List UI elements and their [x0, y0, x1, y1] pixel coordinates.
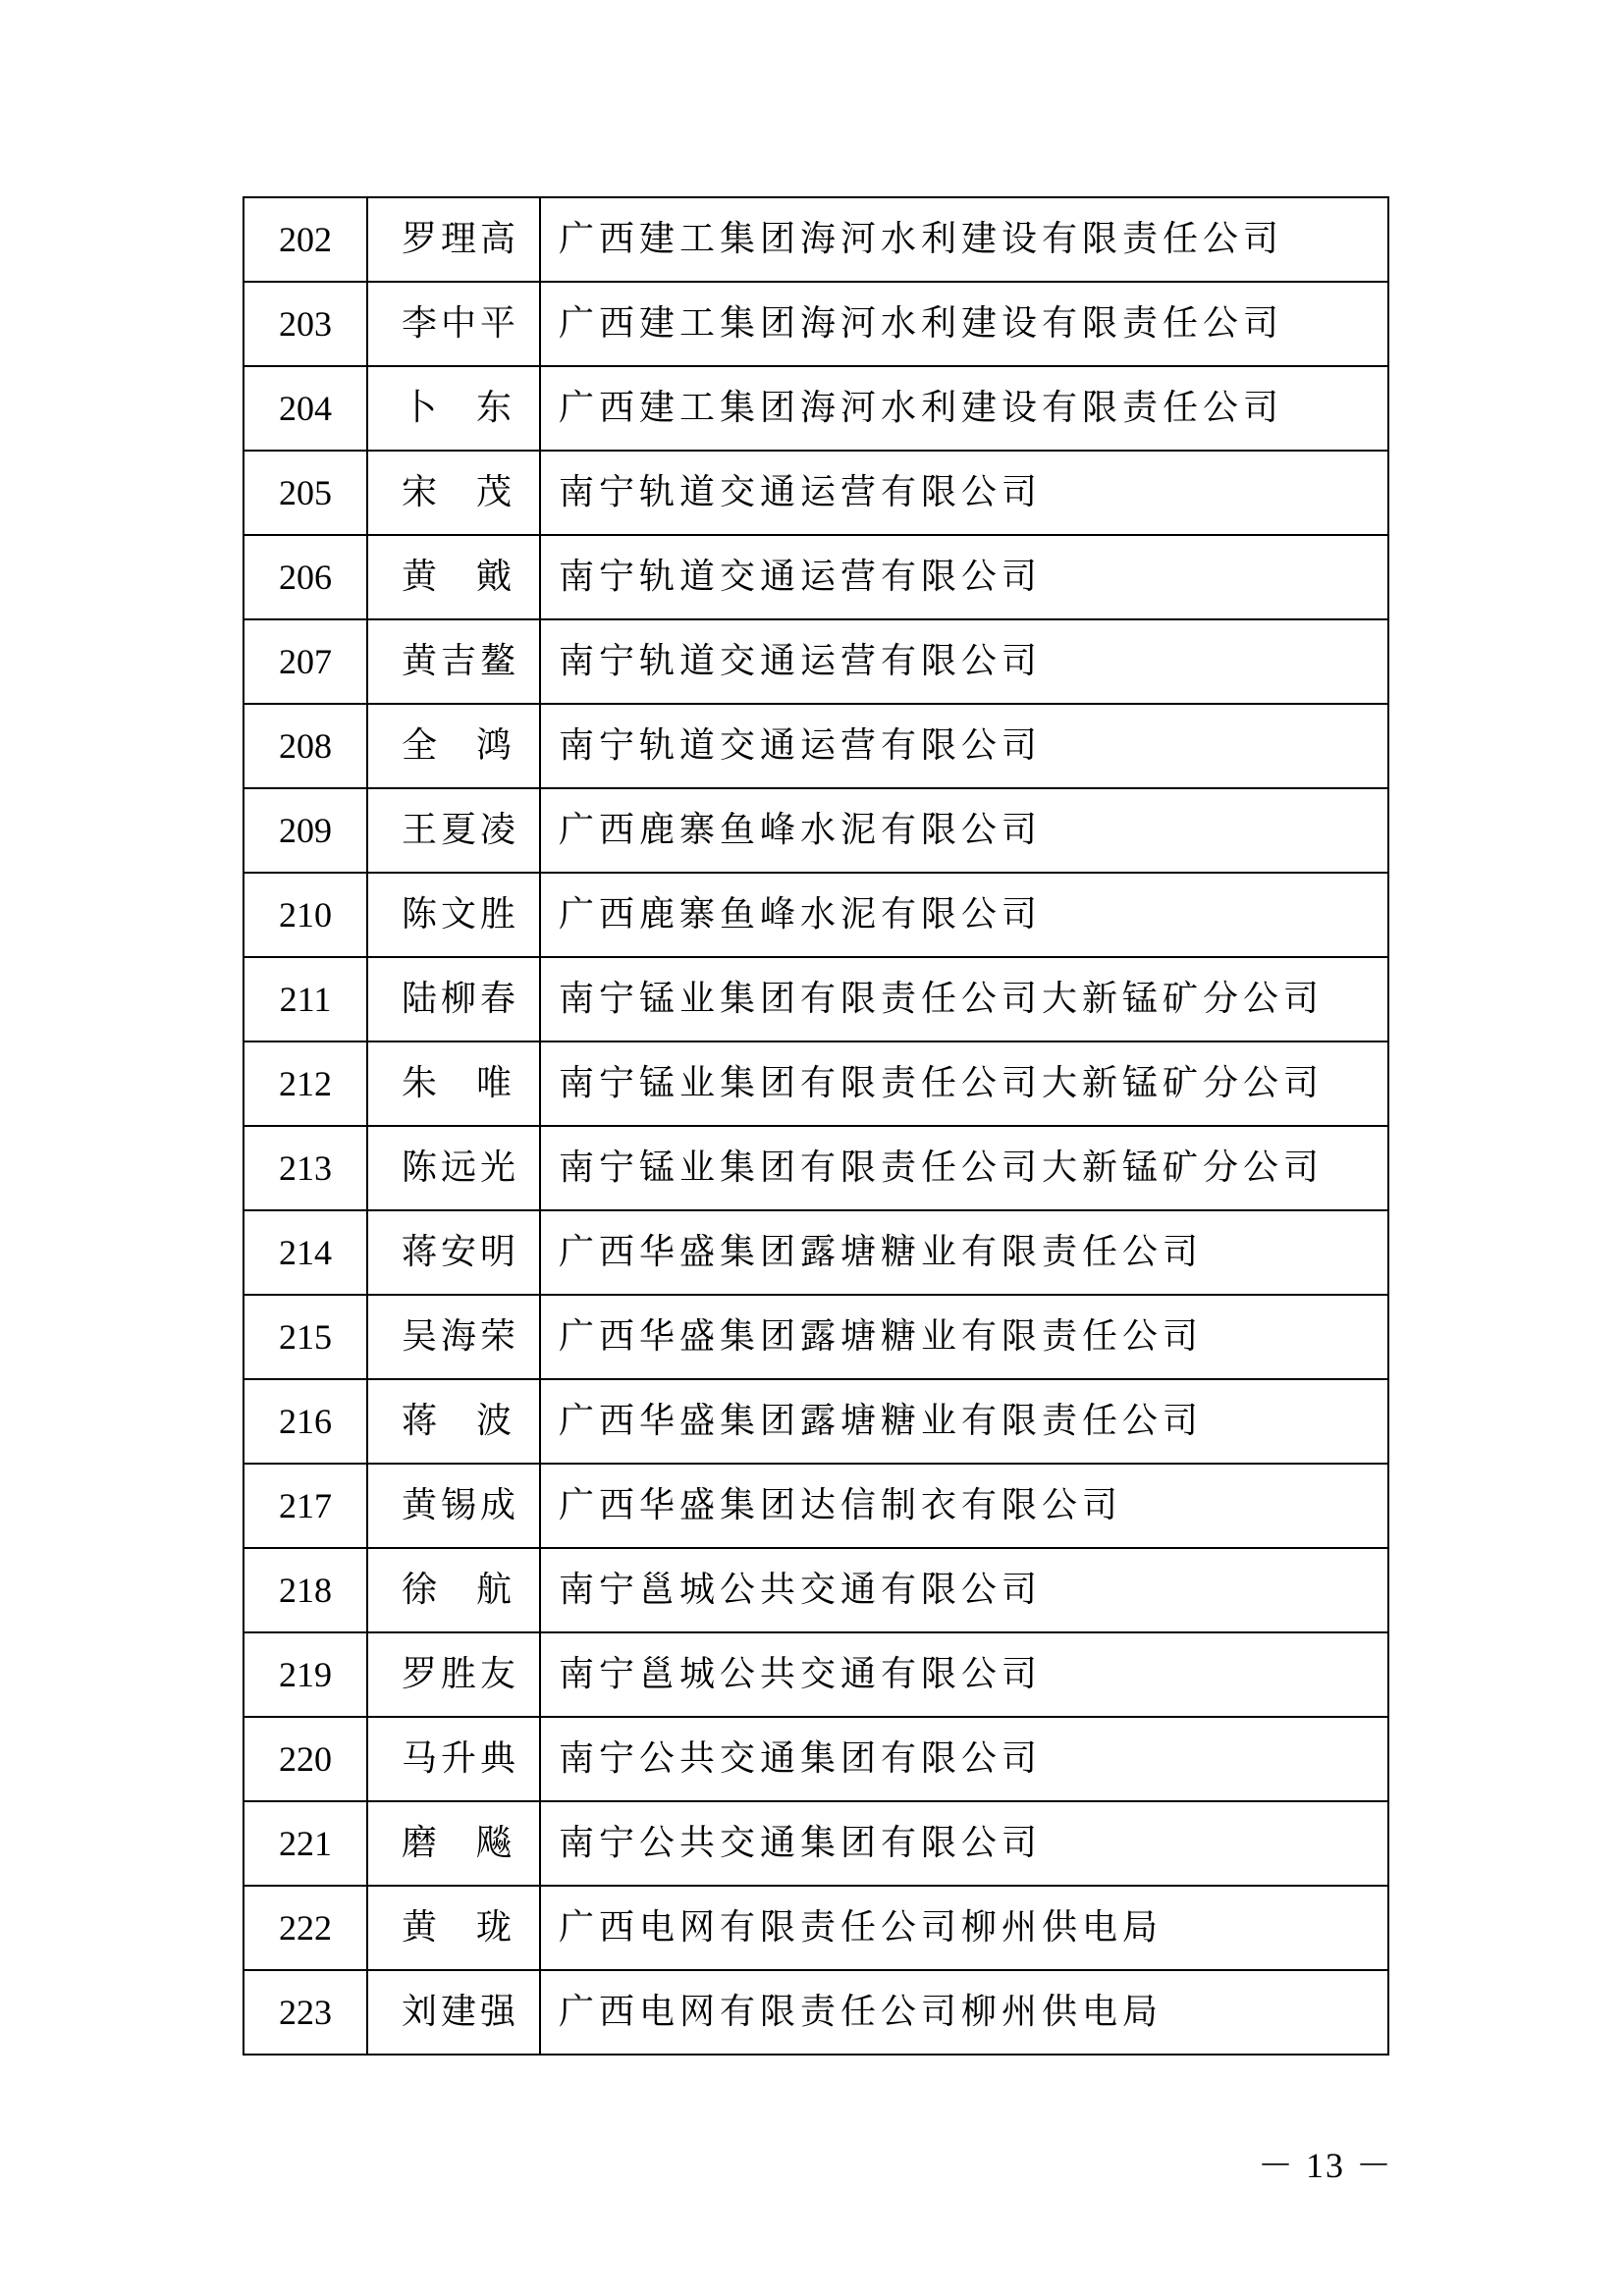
table-row: [244, 873, 1388, 957]
organization: 南宁轨道交通运营有限公司: [540, 704, 1388, 788]
organization: 南宁锰业集团有限责任公司大新锰矿分公司: [540, 1126, 1388, 1210]
roster-body: [244, 197, 1388, 2055]
table-row: [244, 282, 1388, 366]
person-name: 马升典: [367, 1717, 540, 1801]
table-row: [244, 619, 1388, 704]
organization: 广西建工集团海河水利建设有限责任公司: [540, 197, 1388, 282]
organization: 广西电网有限责任公司柳州供电局: [540, 1970, 1388, 2055]
table-row: [244, 1970, 1388, 2055]
row-number: 212: [244, 1041, 367, 1126]
table-row: [244, 1126, 1388, 1210]
row-number: 219: [244, 1632, 367, 1717]
person-name: 吴海荣: [367, 1295, 540, 1379]
table-row: [244, 788, 1388, 873]
row-number: 214: [244, 1210, 367, 1295]
person-name: 朱 唯: [367, 1041, 540, 1126]
row-number: 218: [244, 1548, 367, 1632]
person-name: 刘建强: [367, 1970, 540, 2055]
row-number: 213: [244, 1126, 367, 1210]
person-name: 罗理高: [367, 197, 540, 282]
person-name: 黄 戭: [367, 535, 540, 619]
organization: 广西建工集团海河水利建设有限责任公司: [540, 366, 1388, 451]
person-name: 王夏凌: [367, 788, 540, 873]
organization: 南宁锰业集团有限责任公司大新锰矿分公司: [540, 957, 1388, 1041]
organization: 广西华盛集团达信制衣有限公司: [540, 1464, 1388, 1548]
organization: 广西电网有限责任公司柳州供电局: [540, 1886, 1388, 1970]
table-row: [244, 1379, 1388, 1464]
table-row: [244, 1717, 1388, 1801]
table-row: [244, 1801, 1388, 1886]
person-name: 罗胜友: [367, 1632, 540, 1717]
person-name: 徐 航: [367, 1548, 540, 1632]
roster-table: [243, 196, 1389, 2056]
person-name: 宋 茂: [367, 451, 540, 535]
person-name: 黄锡成: [367, 1464, 540, 1548]
row-number: 223: [244, 1970, 367, 2055]
organization: 南宁轨道交通运营有限公司: [540, 451, 1388, 535]
row-number: 203: [244, 282, 367, 366]
table-row: [244, 535, 1388, 619]
table-row: [244, 366, 1388, 451]
organization: 广西鹿寨鱼峰水泥有限公司: [540, 788, 1388, 873]
row-number: 221: [244, 1801, 367, 1886]
table-row: [244, 957, 1388, 1041]
row-number: 216: [244, 1379, 367, 1464]
row-number: 210: [244, 873, 367, 957]
table-row: [244, 1210, 1388, 1295]
row-number: 220: [244, 1717, 367, 1801]
table-row: [244, 1295, 1388, 1379]
row-number: 207: [244, 619, 367, 704]
person-name: 陆柳春: [367, 957, 540, 1041]
organization: 广西鹿寨鱼峰水泥有限公司: [540, 873, 1388, 957]
person-name: 李中平: [367, 282, 540, 366]
organization: 南宁公共交通集团有限公司: [540, 1717, 1388, 1801]
person-name: 陈远光: [367, 1126, 540, 1210]
person-name: 陈文胜: [367, 873, 540, 957]
organization: 广西建工集团海河水利建设有限责任公司: [540, 282, 1388, 366]
table-row: [244, 451, 1388, 535]
organization: 南宁锰业集团有限责任公司大新锰矿分公司: [540, 1041, 1388, 1126]
organization: 南宁公共交通集团有限公司: [540, 1801, 1388, 1886]
person-name: 蒋安明: [367, 1210, 540, 1295]
table-row: [244, 1464, 1388, 1548]
person-name: 黄 珑: [367, 1886, 540, 1970]
row-number: 205: [244, 451, 367, 535]
row-number: 202: [244, 197, 367, 282]
row-number: 209: [244, 788, 367, 873]
person-name: 黄吉鳌: [367, 619, 540, 704]
organization: 广西华盛集团露塘糖业有限责任公司: [540, 1295, 1388, 1379]
table-row: [244, 1041, 1388, 1126]
row-number: 208: [244, 704, 367, 788]
organization: 南宁邕城公共交通有限公司: [540, 1632, 1388, 1717]
page-number: － 13 －: [1257, 2146, 1393, 2185]
person-name: 蒋 波: [367, 1379, 540, 1464]
organization: 广西华盛集团露塘糖业有限责任公司: [540, 1379, 1388, 1464]
table-row: [244, 1632, 1388, 1717]
person-name: 卜 东: [367, 366, 540, 451]
organization: 广西华盛集团露塘糖业有限责任公司: [540, 1210, 1388, 1295]
person-name: 全 鸿: [367, 704, 540, 788]
table-row: [244, 197, 1388, 282]
row-number: 204: [244, 366, 367, 451]
organization: 南宁轨道交通运营有限公司: [540, 535, 1388, 619]
organization: 南宁轨道交通运营有限公司: [540, 619, 1388, 704]
row-number: 206: [244, 535, 367, 619]
table-row: [244, 1548, 1388, 1632]
organization: 南宁邕城公共交通有限公司: [540, 1548, 1388, 1632]
row-number: 217: [244, 1464, 367, 1548]
row-number: 215: [244, 1295, 367, 1379]
table-row: [244, 1886, 1388, 1970]
row-number: 211: [244, 957, 367, 1041]
row-number: 222: [244, 1886, 367, 1970]
person-name: 磨 飚: [367, 1801, 540, 1886]
table-row: [244, 704, 1388, 788]
